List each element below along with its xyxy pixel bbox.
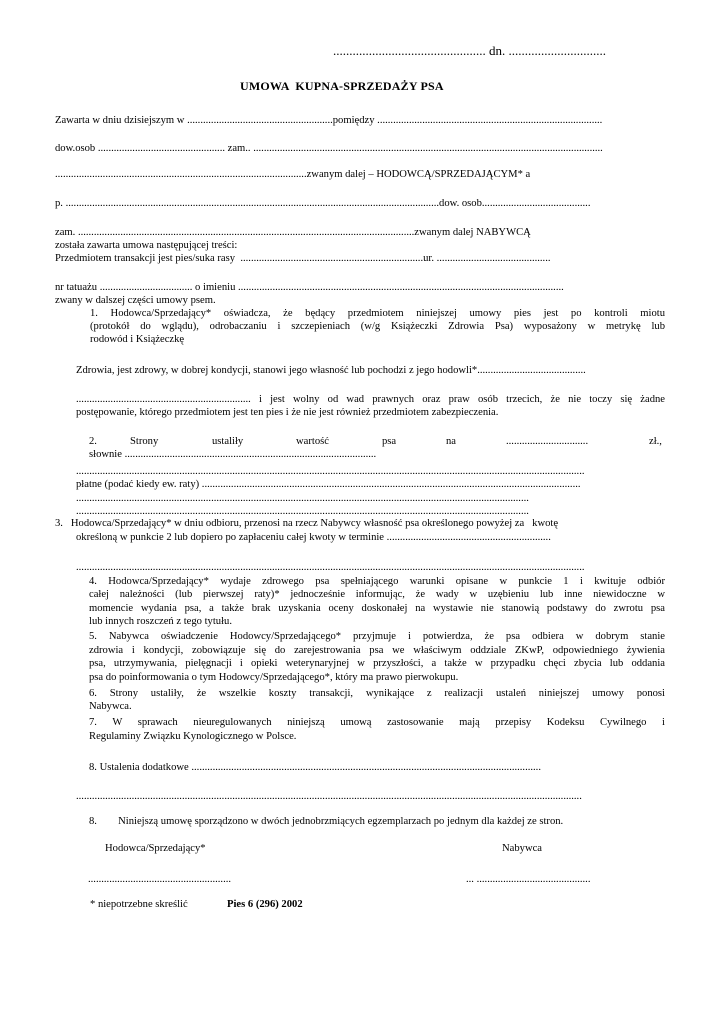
tattoo-name-line: nr tatuażu ................................... o imieniu ...........................................................................................................................: [55, 282, 564, 293]
para-2-words-line: słownie ...............................................................................................: [89, 449, 377, 460]
para-1-line-1: 1. Hodowca/Sprzedający* oświadcza, że będący przedmiotem niniejszej umowy pies jest po kontroli miotu: [90, 308, 665, 319]
seller-signature-label: Hodowca/Sprzedający*: [105, 843, 206, 854]
para-2-payment-line: płatne (podać kiedy ew. raty) ...............................................................................................................................................: [76, 479, 581, 490]
para-2-word-na: na: [446, 436, 456, 447]
buyer-signature-line: ... ...........................................: [466, 874, 591, 885]
date-place-line: ............................................... dn. ..............................: [333, 43, 606, 58]
para-2-blank-line-1: ................................................................................................................................................................................................: [76, 466, 585, 477]
buyer-address-line: zam. ...............................................................................................................................zwanym dalej NABYWCĄ: [55, 227, 531, 238]
para-5-line-1: 5. Nabywca oświadczenie Hodowcy/Sprzedającego* przyjmuje i potwierdza, że psa odbiera w dobrym stanie: [89, 631, 665, 642]
para-4-line-4: lub innych roszczeń z tego tytułu.: [89, 616, 232, 627]
para-2-number: 2.: [89, 436, 97, 447]
buyer-name-line: p. .............................................................................................................................................dow. osob.........................................: [55, 198, 591, 209]
copies-clause: 8. Niniejszą umowę sporządzono w dwóch jednobrzmiących egzemplarzach po jednym dla każdej ze stron.: [89, 816, 564, 827]
breed-line: Przedmiotem transakcji jest pies/suka rasy .....................................................................ur. ...........................................: [55, 253, 551, 264]
contract-place-line: Zawarta w dniu dzisiejszym w .......................................................pomiędzy .....................................................................................: [55, 115, 603, 126]
para-1-line-6: postępowanie, którego przedmiotem jest ten pies i że nie jest również przedmiotem zabezpieczenia.: [76, 407, 499, 418]
para-6-line-2: Nabywca.: [89, 701, 132, 712]
additional-terms-line: 8. Ustalenia dodatkowe ....................................................................................................................................: [89, 762, 541, 773]
seller-name-line: ...............................................................................................zwanym dalej – HODOWCĄ/SPRZEDAJĄCYM* a: [55, 169, 531, 180]
para-5-line-3: psa, utrzymywania, pielęgnacji i opieki weterynaryjnej w przyszłości, a także w przypadku chęci zbycia lub oddania: [89, 658, 665, 669]
para-5-line-2: zdrowia i kondycji, zobowiązuje się do zarejestrowania psa we właściwym oddziale ZKwP, odpowiedniego żywienia: [89, 645, 665, 656]
additional-terms-blank-line: ...............................................................................................................................................................................................: [76, 791, 582, 802]
para-6-line-1: 6. Strony ustaliły, że wszelkie koszty transakcji, wynikające z realizacji ustaleń niniejszej umowy ponosi: [89, 688, 665, 699]
buyer-signature-label: Nabywca: [502, 843, 543, 854]
page-title: UMOWA KUPNA-SPRZEDAŻY PSA: [240, 79, 444, 93]
para-1-line-3: rodowód i Książeczkę: [90, 334, 185, 345]
intro-line: została zawarta umowa następującej treści:: [55, 240, 238, 251]
seller-signature-line: ......................................................: [88, 874, 232, 885]
para-1-line-4: Zdrowia, jest zdrowy, w dobrej kondycji, stanowi jego własność lub pochodzi z jego hodowli*.........................................: [76, 365, 586, 376]
para-2-blank-line-3: ...........................................................................................................................................................................: [76, 506, 529, 517]
para-4-line-2: całej należności (lub pierwszej raty)* jednocześnie informując, że wady w uzębieniu lub inne niewidoczne w: [89, 589, 665, 600]
para-2-currency: zł.,: [649, 436, 662, 447]
para-3-line-2: określoną w punkcie 2 lub dopiero po zapłaceniu całej kwoty w terminie ..............................................................: [76, 532, 551, 543]
para-2-word-wartosc: wartość: [296, 436, 329, 447]
para-1-line-5: .................................................................. i jest wolny od wad prawnych oraz praw osób trzecich, że nie toczy się żadne: [76, 394, 665, 405]
para-4-line-1: 4. Hodowca/Sprzedający* wydaje zdrowego psa spełniającego warunki opisane w punkcie 1 i kwituje odbiór: [89, 576, 665, 587]
para-2-word-ustalily: ustaliły: [212, 436, 244, 447]
para-5-line-4: psa do poinformowania o tym Hodowcy/Sprzedającego*, który ma prawo pierwokupu.: [89, 672, 459, 683]
para-2-word-strony: Strony: [130, 436, 159, 447]
source-reference: Pies 6 (296) 2002: [227, 899, 303, 910]
seller-id-line: dow.osob ................................................ zam.. ....................................................................................................................................: [55, 143, 603, 154]
para-4-line-3: momencie wydania psa, a także brak uzyskania oceny doskonałej na wystawie nie stanowią podstawy do zwrotu psa: [89, 603, 665, 614]
para-2-blank-line-2: ...........................................................................................................................................................................: [76, 493, 529, 504]
para-2-word-psa: psa: [382, 436, 397, 447]
para-7-line-1: 7. W sprawach nieuregulowanych niniejszą umową zastosowanie mają przepisy Kodeksu Cywilnego i: [89, 717, 665, 728]
para-3-line-1: 3. Hodowca/Sprzedający* w dniu odbioru, przenosi na rzecz Nabywcy własność psa określonego powyżej za kwotę: [55, 518, 559, 529]
para-1-line-2: (protokół do wglądu), odrobaczaniu i szczepieniach (w/g Książeczki Zdrowia Psa) wyposażony w metrykę lub: [90, 321, 665, 332]
para-2-amount-dots: ...............................: [506, 436, 589, 447]
para-7-line-2: Regulaminy Związku Kynologicznego w Polsce.: [89, 731, 297, 742]
footnote-strike-out: * niepotrzebne skreślić: [90, 899, 188, 910]
dog-definition-line: zwany w dalszej części umowy psem.: [55, 295, 216, 306]
para-3-blank-line: ................................................................................................................................................................................................: [76, 562, 585, 573]
